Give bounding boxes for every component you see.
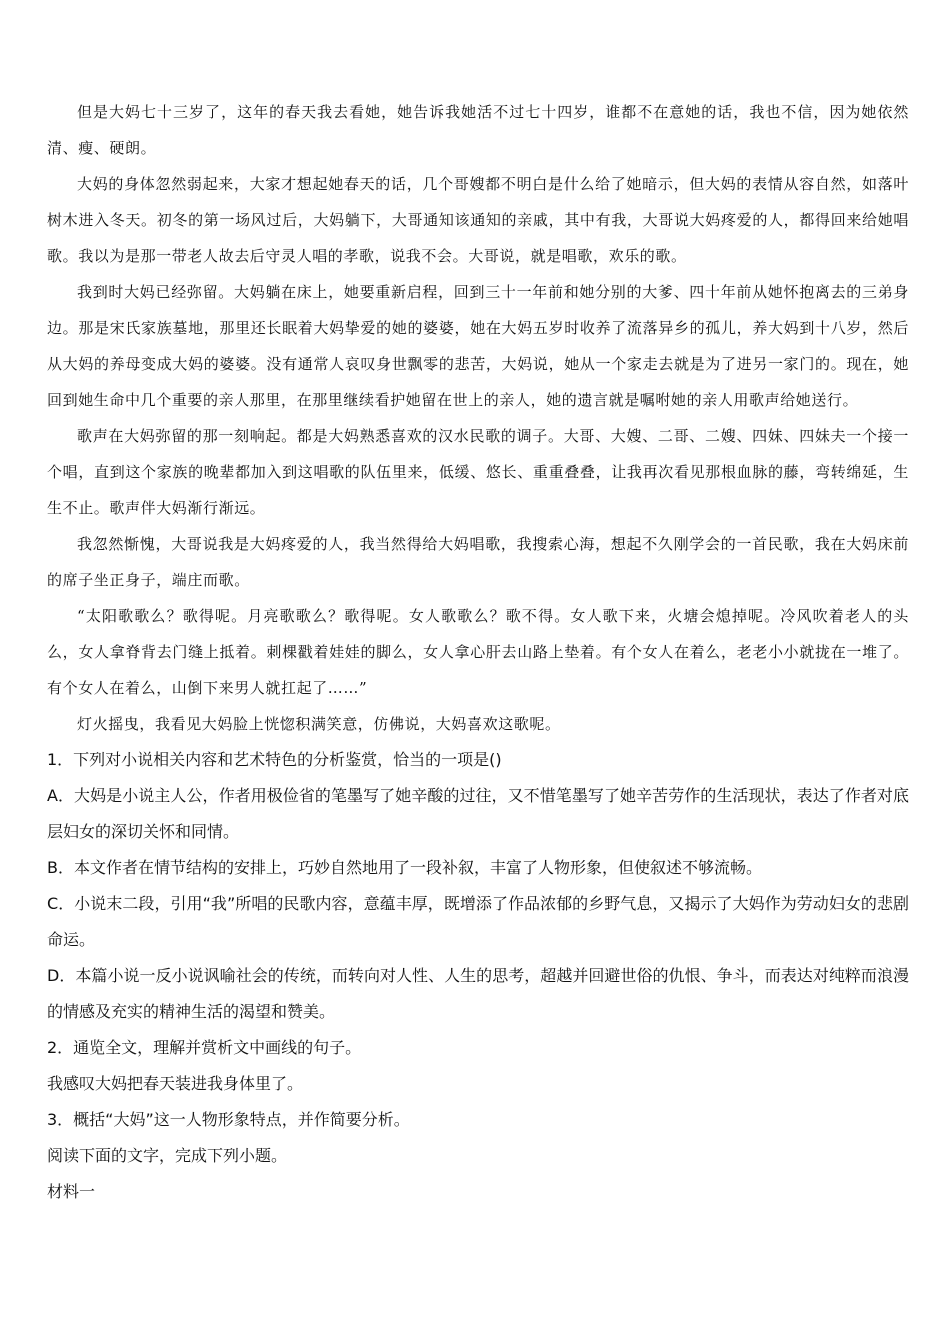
folk-song-lyrics: “太阳歌歌么？歌得呢。月亮歌歌么？歌得呢。女人歌歌么？歌不得。女人歌下来，火塘会熄掉呢。冷风吹着老人的头么，女人拿脊背去门缝上抵着。刺棵戳着娃娃的脚么，女人拿心肝去山路上垫着。有个女人在着么，老老小小就拢在一堆了。有个女人在着么，山倒下来男人就扛起了……” — [47, 607, 909, 697]
question-2-stem: 2．通览全文，理解并赏析文中画线的句子。 — [47, 1038, 362, 1057]
story-paragraph-7: 灯火摇曳，我看见大妈脸上恍惚积满笑意，仿佛说，大妈喜欢这歌呢。 — [77, 715, 561, 733]
story-paragraph-4: 歌声在大妈弥留的那一刻响起。都是大妈熟悉喜欢的汉水民歌的调子。大哥、大嫂、二哥、二嫂、四妹、四妹夫一个接一个唱，直到这个家族的晚辈都加入到这唱歌的队伍里来，低缓、悠长、重重叠叠，让我再次看见那根血脉的藤，弯转绵延，生生不止。歌声伴大妈渐行渐远。 — [47, 427, 909, 517]
story-paragraph-3: 我到时大妈已经弥留。大妈躺在床上，她要重新启程，回到三十一年前和她分别的大爹、四十年前从她怀抱离去的三弟身边。那是宋氏家族墓地，那里还长眠着大妈挚爱的她的婆婆，她在大妈五岁时收养了流落异乡的孤儿，养大妈到十八岁，然后从大妈的养母变成大妈的婆婆。没有通常人哀叹身世飘零的悲苦，大妈说，她从一个家走去就是为了进另一家门的。现在，她回到她生命中几个重要的亲人那里，在那里继续看护她留在世上的亲人，她的遗言就是嘱咐她的亲人用歌声给她送行。 — [47, 283, 909, 409]
story-paragraph-2: 大妈的身体忽然弱起来，大家才想起她春天的话，几个哥嫂都不明白是什么给了她暗示，但大妈的表情从容自然，如落叶树木进入冬天。初冬的第一场风过后，大妈躺下，大哥通知该通知的亲戚，其中有我，大哥说大妈疼爱的人，都得回来给她唱歌。我以为是那一带老人故去后守灵人唱的孝歌，说我不会。大哥说，就是唱歌，欢乐的歌。 — [47, 175, 909, 265]
story-passage — [47, 94, 909, 742]
option-b: B．本文作者在情节结构的安排上，巧妙自然地用了一段补叙，丰富了人物形象，但使叙述不够流畅。 — [47, 858, 762, 877]
option-a: A．大妈是小说主人公，作者用极俭省的笔墨写了她辛酸的过往，又不惜笔墨写了她辛苦劳作的生活现状，表达了作者对底层妇女的深切关怀和同情。 — [47, 786, 909, 841]
story-paragraph-5: 我忽然惭愧，大哥说我是大妈疼爱的人，我当然得给大妈唱歌，我搜索心海，想起不久刚学会的一首民歌，我在大妈床前的席子坐正身子，端庄而歌。 — [47, 535, 909, 589]
question-3-stem: 3．概括“大妈”这一人物形象特点，并作简要分析。 — [47, 1110, 410, 1129]
page-content — [47, 94, 909, 1210]
question-1-stem: 1．下列对小说相关内容和艺术特色的分析鉴赏，恰当的一项是() — [47, 750, 502, 769]
reading-instruction: 阅读下面的文字，完成下列小题。 — [47, 1146, 288, 1165]
material-one-heading: 材料一 — [47, 1182, 96, 1201]
question-2-quoted-sentence: 我感叹大妈把春天装进我身体里了。 — [47, 1074, 304, 1093]
option-c: C．小说末二段，引用“我”所唱的民歌内容，意蕴丰厚，既增添了作品浓郁的乡野气息，又揭示了大妈作为劳动妇女的悲剧命运。 — [47, 894, 909, 949]
question-section — [47, 742, 909, 1210]
option-d: D．本篇小说一反小说讽喻社会的传统，而转向对人性、人生的思考，超越并回避世俗的仇恨、争斗，而表达对纯粹而浪漫的情感及充实的精神生活的渴望和赞美。 — [47, 966, 909, 1021]
story-paragraph-1: 但是大妈七十三岁了，这年的春天我去看她，她告诉我她活不过七十四岁，谁都不在意她的话，我也不信，因为她依然清、瘦、硬朗。 — [47, 103, 909, 157]
